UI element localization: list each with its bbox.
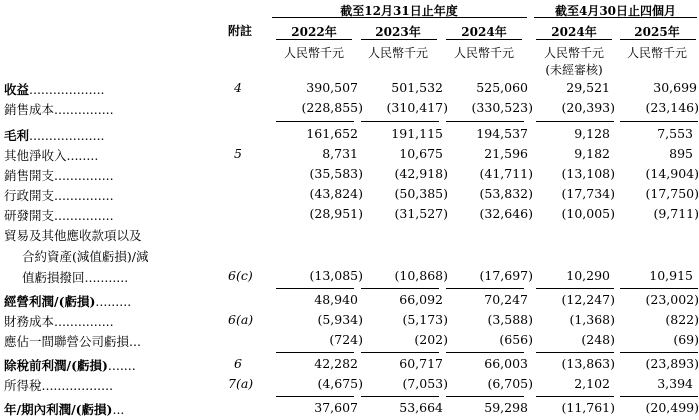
value-cell: 48,940 <box>314 292 358 307</box>
unaudited-label: (未經審核) <box>545 63 603 77</box>
value-cell: (20,499) <box>645 400 699 415</box>
value-cell: (656) <box>499 332 533 347</box>
row-label-revenue: 收益................... <box>4 82 105 97</box>
row-label-administrative-expenses: 行政開支............... <box>4 188 114 203</box>
value-cell: (4,675) <box>317 376 363 391</box>
value-cell: (6,705) <box>487 376 533 391</box>
value-cell: (1,368) <box>569 312 615 327</box>
value-cell: 29,521 <box>566 80 610 95</box>
period-group-rule <box>534 17 697 18</box>
unit-label-2024-period: 人民幣千元 <box>543 46 604 60</box>
value-cell: 21,596 <box>484 146 528 161</box>
value-cell: (10,005) <box>561 206 615 221</box>
value-cell: (822) <box>665 312 699 327</box>
column-header-2025-period: 2025年 <box>634 25 680 39</box>
value-cell: (17,734) <box>561 186 615 201</box>
value-cell: 30,699 <box>653 80 697 95</box>
value-cell: 66,092 <box>399 292 443 307</box>
unit-label-2024: 人民幣千元 <box>453 46 514 60</box>
column-header-2022: 2022年 <box>291 25 337 39</box>
value-cell: (23,146) <box>645 100 699 115</box>
value-cell: (228,855) <box>301 100 363 115</box>
value-cell: 525,060 <box>476 80 528 95</box>
column-header-2023: 2023年 <box>375 25 421 39</box>
value-cell: (11,761) <box>561 400 615 415</box>
unit-label-2023: 人民幣千元 <box>367 46 428 60</box>
value-cell: (53,832) <box>479 186 533 201</box>
value-cell: 10,915 <box>649 268 693 283</box>
value-cell: (3,588) <box>487 312 533 327</box>
value-cell: (35,583) <box>309 166 363 181</box>
row-note: 4 <box>234 80 242 95</box>
row-label-share-of-associate-loss: 應佔一間聯營公司虧損... <box>4 334 141 349</box>
value-cell: 10,290 <box>566 268 610 283</box>
value-cell: (13,085) <box>309 268 363 283</box>
row-label-impairment-line-3: 值虧損撥回........... <box>22 270 129 285</box>
row-label-impairment-line-1: 貿易及其他應收款項以及 <box>4 228 142 243</box>
value-cell: (330,523) <box>471 100 533 115</box>
row-label-income-tax: 所得稅.................. <box>4 378 114 393</box>
value-cell: 8,731 <box>322 146 358 161</box>
year-group-header: 截至12月31日止年度 <box>340 4 458 18</box>
value-cell: (724) <box>329 332 363 347</box>
row-label-rd-expenses: 研發開支............... <box>4 208 114 223</box>
row-label-other-net-income: 其他淨收入........ <box>4 148 99 163</box>
period-group-header: 截至4月30日止四個月 <box>554 4 677 18</box>
value-cell: 191,115 <box>391 126 443 141</box>
value-cell: 390,507 <box>306 80 358 95</box>
value-cell: (20,393) <box>561 100 615 115</box>
value-cell: (41,711) <box>479 166 533 181</box>
row-label-selling-expenses: 銷售開支............... <box>4 168 114 183</box>
value-cell: 501,532 <box>391 80 443 95</box>
value-cell: 7,553 <box>657 126 693 141</box>
year-group-rule <box>272 17 527 18</box>
value-cell: (23,893) <box>645 356 699 371</box>
unit-label-2022: 人民幣千元 <box>283 46 344 60</box>
value-cell: (310,417) <box>386 100 448 115</box>
value-cell: 9,128 <box>574 126 610 141</box>
value-cell: (23,002) <box>645 292 699 307</box>
value-cell: 3,394 <box>657 376 693 391</box>
row-label-cost-of-sales: 銷售成本............... <box>4 102 114 117</box>
value-cell: (10,868) <box>394 268 448 283</box>
value-cell: (12,247) <box>561 292 615 307</box>
row-note: 6(a) <box>228 312 254 327</box>
value-cell: (13,108) <box>561 166 615 181</box>
value-cell: (248) <box>581 332 615 347</box>
value-cell: (9,711) <box>653 206 699 221</box>
value-cell: 895 <box>669 146 693 161</box>
value-cell: (31,527) <box>394 206 448 221</box>
value-cell: 53,664 <box>399 400 443 415</box>
row-note: 6(c) <box>228 268 253 283</box>
row-note: 7(a) <box>228 376 254 391</box>
column-header-2024: 2024年 <box>461 25 507 39</box>
row-note: 5 <box>234 146 242 161</box>
value-cell: 9,182 <box>574 146 610 161</box>
unit-label-2025-period: 人民幣千元 <box>626 46 687 60</box>
row-label-impairment-line-2: 合約資產(減值虧損)/減 <box>22 249 149 264</box>
row-label-finance-costs: 財務成本............... <box>4 314 114 329</box>
value-cell: (14,904) <box>645 166 699 181</box>
value-cell: 161,652 <box>306 126 358 141</box>
value-cell: (5,173) <box>402 312 448 327</box>
value-cell: (43,824) <box>309 186 363 201</box>
column-header-2024-period: 2024年 <box>551 25 597 39</box>
note-column-header: 附註 <box>228 24 253 38</box>
value-cell: (13,863) <box>561 356 615 371</box>
value-cell: (50,385) <box>394 186 448 201</box>
value-cell: (7,053) <box>402 376 448 391</box>
value-cell: 66,003 <box>484 356 528 371</box>
value-cell: (28,951) <box>309 206 363 221</box>
value-cell: (17,750) <box>645 186 699 201</box>
value-cell: (5,934) <box>317 312 363 327</box>
value-cell: 60,717 <box>399 356 443 371</box>
value-cell: (17,697) <box>479 268 533 283</box>
value-cell: (202) <box>414 332 448 347</box>
row-label-profit-for-period: 年/期內利潤/(虧損)... <box>4 402 125 417</box>
value-cell: (42,918) <box>394 166 448 181</box>
value-cell: 10,675 <box>399 146 443 161</box>
value-cell: 2,102 <box>574 376 610 391</box>
value-cell: 37,607 <box>314 400 358 415</box>
value-cell: 42,282 <box>314 356 358 371</box>
row-note: 6 <box>234 356 242 371</box>
value-cell: (32,646) <box>479 206 533 221</box>
value-cell: 59,298 <box>484 400 528 415</box>
row-label-profit-before-tax: 除稅前利潤/(虧損)....... <box>4 358 136 373</box>
row-label-operating-profit: 經營利潤/(虧損)......... <box>4 294 132 309</box>
row-label-gross-profit: 毛利................... <box>4 128 105 143</box>
value-cell: 194,537 <box>476 126 528 141</box>
value-cell: (69) <box>673 332 699 347</box>
value-cell: 70,247 <box>484 292 528 307</box>
